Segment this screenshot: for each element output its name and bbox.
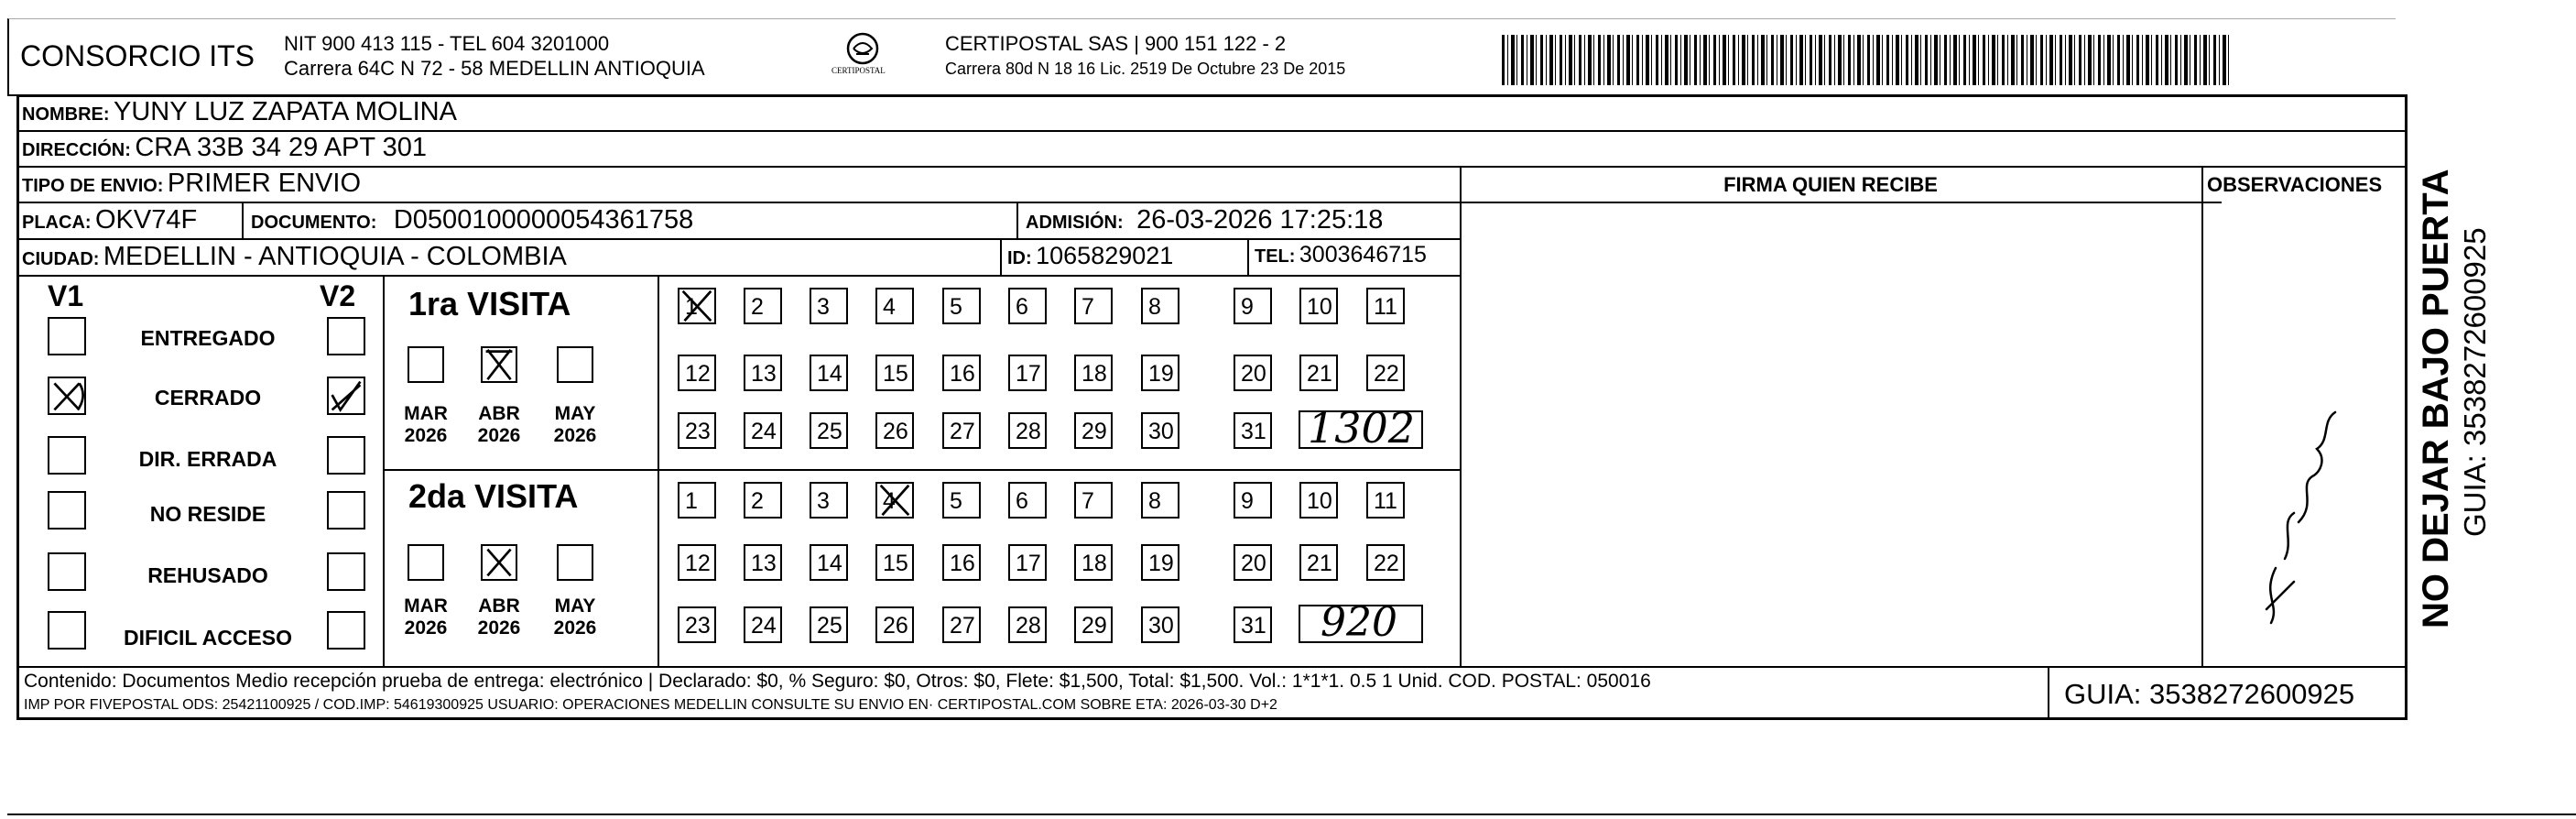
row-divider bbox=[16, 130, 2408, 132]
visit2-day-30[interactable]: 30 bbox=[1141, 606, 1179, 643]
visit1-day-13[interactable]: 13 bbox=[744, 355, 782, 391]
v1-cerrado-checkbox[interactable] bbox=[48, 377, 86, 415]
visit1-title: 1ra VISITA bbox=[408, 285, 571, 322]
placa-divider bbox=[242, 202, 244, 238]
check-mark-icon bbox=[483, 348, 516, 381]
company-address: Carrera 64C N 72 - 58 MEDELLIN ANTIOQUIA bbox=[284, 57, 705, 80]
visit1-day-14[interactable]: 14 bbox=[810, 355, 848, 391]
check-mark-icon bbox=[877, 484, 912, 517]
visit2-day-7[interactable]: 7 bbox=[1074, 482, 1113, 519]
admision-row bbox=[1026, 207, 1383, 234]
visit1-day-9[interactable]: 9 bbox=[1234, 288, 1272, 324]
visit1-day-22[interactable]: 22 bbox=[1366, 355, 1405, 391]
visit2-day-15[interactable]: 15 bbox=[875, 544, 914, 581]
visit2-day-3[interactable]: 3 bbox=[810, 482, 848, 519]
visit2-day-5[interactable]: 5 bbox=[942, 482, 981, 519]
status-label-rehusado: REHUSADO bbox=[147, 563, 268, 587]
company-name: CONSORCIO ITS bbox=[20, 39, 255, 72]
footer-guia: GUIA: 3538272600925 bbox=[2064, 678, 2355, 710]
tel-label: TEL: bbox=[1255, 246, 1296, 267]
barcode bbox=[1502, 35, 2230, 85]
visit1-month-may-label bbox=[543, 403, 607, 447]
month-name: MAR bbox=[404, 403, 448, 424]
v2-label: V2 bbox=[320, 279, 356, 312]
visit2-day-31[interactable]: 31 bbox=[1234, 606, 1272, 643]
visit1-day-23[interactable]: 23 bbox=[678, 412, 716, 449]
guia-divider bbox=[2048, 666, 2049, 720]
visit2-day-18[interactable]: 18 bbox=[1074, 544, 1113, 581]
visit1-day-15[interactable]: 15 bbox=[875, 355, 914, 391]
obs-right-border bbox=[2405, 166, 2407, 666]
v2-rehusado-checkbox[interactable] bbox=[327, 552, 365, 591]
visit1-handwritten-time: 1302 bbox=[1308, 403, 1416, 453]
placa-row bbox=[22, 207, 197, 234]
tel-value: 3003646715 bbox=[1299, 242, 1427, 268]
tipo-row bbox=[22, 170, 361, 197]
visit1-month-abr-label bbox=[467, 403, 531, 447]
visit2-day-24[interactable]: 24 bbox=[744, 606, 782, 643]
row-divider bbox=[16, 166, 2408, 168]
visit2-day-29[interactable]: 29 bbox=[1074, 606, 1113, 643]
visit2-handwritten-time: 920 bbox=[1321, 599, 1397, 646]
visit1-day-6[interactable]: 6 bbox=[1008, 288, 1047, 324]
visit2-day-2[interactable]: 2 bbox=[744, 482, 782, 519]
visit2-day-26[interactable]: 26 bbox=[875, 606, 914, 643]
placa-value: OKV74F bbox=[95, 205, 198, 235]
month-name: ABR bbox=[478, 403, 520, 424]
tel-row bbox=[1255, 244, 1427, 267]
admision-value: 26-03-2026 17:25:18 bbox=[1136, 205, 1384, 235]
status-label-no-reside: NO RESIDE bbox=[149, 502, 266, 526]
certipostal-logo bbox=[829, 30, 897, 85]
visit1-day-29[interactable]: 29 bbox=[1074, 412, 1113, 449]
month-year: 2026 bbox=[404, 617, 448, 639]
visit2-day-13[interactable]: 13 bbox=[744, 544, 782, 581]
firma-header: FIRMA QUIEN RECIBE bbox=[1723, 173, 1938, 196]
ciudad-row bbox=[22, 244, 567, 270]
direccion-value: CRA 33B 34 29 APT 301 bbox=[135, 133, 428, 162]
tel-divider bbox=[1247, 238, 1249, 275]
contenido-text: Contenido: Documentos Medio recepción prueba de entrega: electrónico | Declarado: $0, % Seguro: $0, Otros: $0, Flete: $1,500, Total: $1,500. Vol.: 1*1*1. 0.5 1 Unid. COD. POSTAL: 050016 bbox=[24, 671, 1651, 692]
tipo-label: TIPO DE ENVIO: bbox=[22, 176, 164, 196]
visit1-month-may-checkbox[interactable] bbox=[557, 346, 593, 383]
visit1-day-31[interactable]: 31 bbox=[1234, 412, 1272, 449]
firma-left-border bbox=[1460, 166, 1462, 666]
visit1-day-28[interactable]: 28 bbox=[1008, 412, 1047, 449]
visit1-day-2[interactable]: 2 bbox=[744, 288, 782, 324]
v2-entregado-checkbox[interactable] bbox=[327, 317, 365, 355]
row-divider bbox=[16, 202, 2222, 203]
documento-value: D0500100000054361758 bbox=[393, 205, 694, 235]
v1-entregado-checkbox[interactable] bbox=[48, 317, 86, 355]
id-label: ID: bbox=[1007, 248, 1032, 268]
visit1-day-25[interactable]: 25 bbox=[810, 412, 848, 449]
row-divider bbox=[16, 238, 1460, 240]
visit2-month-may-checkbox[interactable] bbox=[557, 544, 593, 581]
visit1-month-mar-checkbox[interactable] bbox=[408, 346, 444, 383]
status-label-dificil-acceso: DIFICIL ACCESO bbox=[123, 626, 292, 650]
month-year: 2026 bbox=[477, 617, 521, 639]
visit2-day-6[interactable]: 6 bbox=[1008, 482, 1047, 519]
visit2-day-19[interactable]: 19 bbox=[1141, 544, 1179, 581]
visit2-day-28[interactable]: 28 bbox=[1008, 606, 1047, 643]
id-row bbox=[1007, 244, 1173, 268]
nombre-label: NOMBRE: bbox=[22, 104, 110, 125]
visit2-month-abr-checkbox[interactable] bbox=[481, 544, 517, 581]
direccion-row bbox=[22, 135, 427, 161]
row-divider bbox=[16, 275, 1460, 277]
visit2-day-11[interactable]: 11 bbox=[1366, 482, 1405, 519]
month-year: 2026 bbox=[553, 617, 597, 639]
nit-line: NIT 900 413 115 - TEL 604 3201000 bbox=[284, 32, 610, 55]
placa-label: PLACA: bbox=[22, 213, 92, 233]
tipo-value: PRIMER ENVIO bbox=[167, 169, 362, 198]
visit1-day-11[interactable]: 11 bbox=[1366, 288, 1405, 324]
imp-text: IMP POR FIVEPOSTAL ODS: 25421100925 / COD.IMP: 54619300925 USUARIO: OPERACIONES MEDELLIN CONSULTE SU ENVIO EN· CERTIPOSTAL.COM SOBRE ETA: 2026-03-30 D+2 bbox=[24, 697, 1277, 713]
v1-no-reside-checkbox[interactable] bbox=[48, 491, 86, 530]
visit1-day-10[interactable]: 10 bbox=[1299, 288, 1338, 324]
visit1-day-1[interactable]: 1 bbox=[678, 288, 716, 324]
v2-no-reside-checkbox[interactable] bbox=[327, 491, 365, 530]
admision-divider bbox=[1016, 202, 1018, 238]
handwritten-observation bbox=[2244, 385, 2363, 641]
id-divider bbox=[1000, 238, 1002, 275]
month-name: MAR bbox=[404, 595, 448, 617]
visit1-time-box bbox=[1299, 403, 1423, 453]
ciudad-label: CIUDAD: bbox=[22, 249, 100, 269]
observaciones-header: OBSERVACIONES bbox=[2207, 173, 2383, 196]
month-name: MAY bbox=[554, 403, 596, 424]
check-mark-icon bbox=[679, 289, 714, 322]
visit1-day-7[interactable]: 7 bbox=[1074, 288, 1113, 324]
visit2-month-may-label bbox=[543, 595, 607, 639]
visit2-day-20[interactable]: 20 bbox=[1234, 544, 1272, 581]
visit2-month-mar-checkbox[interactable] bbox=[408, 544, 444, 581]
month-year: 2026 bbox=[553, 425, 597, 447]
visit2-day-9[interactable]: 9 bbox=[1234, 482, 1272, 519]
side-guia: GUIA: 3538272600925 bbox=[2458, 227, 2492, 537]
month-year: 2026 bbox=[404, 425, 448, 447]
documento-label: DOCUMENTO: bbox=[251, 213, 377, 233]
visit1-month-mar-label bbox=[394, 403, 458, 447]
visit2-day-16[interactable]: 16 bbox=[942, 544, 981, 581]
v2-cerrado-checkbox[interactable] bbox=[327, 377, 365, 415]
visit1-day-16[interactable]: 16 bbox=[942, 355, 981, 391]
check-mark-icon bbox=[483, 546, 516, 579]
month-name: ABR bbox=[478, 595, 520, 617]
side-no-dejar: NO DEJAR BAJO PUERTA bbox=[2416, 169, 2456, 628]
visit1-day-3[interactable]: 3 bbox=[810, 288, 848, 324]
visit2-day-12[interactable]: 12 bbox=[678, 544, 716, 581]
month-name: MAY bbox=[554, 595, 596, 617]
v1-dir-errada-checkbox[interactable] bbox=[48, 436, 86, 475]
visit1-day-20[interactable]: 20 bbox=[1234, 355, 1272, 391]
visit2-time-box bbox=[1299, 599, 1423, 646]
direccion-label: DIRECCIÓN: bbox=[22, 140, 131, 160]
visit2-day-27[interactable]: 27 bbox=[942, 606, 981, 643]
bottom-border bbox=[7, 814, 2576, 815]
visit2-day-8[interactable]: 8 bbox=[1141, 482, 1179, 519]
documento-row bbox=[251, 207, 693, 234]
visit2-month-mar-label bbox=[394, 595, 458, 639]
v2-dificil-acceso-checkbox[interactable] bbox=[327, 611, 365, 650]
admision-label: ADMISIÓN: bbox=[1026, 213, 1124, 233]
visit2-day-4[interactable]: 4 bbox=[875, 482, 914, 519]
v1-label: V1 bbox=[48, 279, 84, 312]
visit1-day-30[interactable]: 30 bbox=[1141, 412, 1179, 449]
v1-dificil-acceso-checkbox[interactable] bbox=[48, 611, 86, 650]
obs-left-border bbox=[2201, 166, 2203, 666]
status-label-dir-errada: DIR. ERRADA bbox=[138, 447, 277, 471]
visit2-day-22[interactable]: 22 bbox=[1366, 544, 1405, 581]
visit1-month-abr-checkbox[interactable] bbox=[481, 346, 517, 383]
visit2-title: 2da VISITA bbox=[408, 477, 579, 515]
visit2-day-21[interactable]: 21 bbox=[1299, 544, 1338, 581]
check-mark-icon bbox=[329, 378, 364, 413]
visit1-day-8[interactable]: 8 bbox=[1141, 288, 1179, 324]
visit1-day-17[interactable]: 17 bbox=[1008, 355, 1047, 391]
visit1-day-24[interactable]: 24 bbox=[744, 412, 782, 449]
visit2-month-abr-label bbox=[467, 595, 531, 639]
visit2-day-23[interactable]: 23 bbox=[678, 606, 716, 643]
visit1-day-26[interactable]: 26 bbox=[875, 412, 914, 449]
v1-rehusado-checkbox[interactable] bbox=[48, 552, 86, 591]
certipostal-line: CERTIPOSTAL SAS | 900 151 122 - 2 bbox=[945, 32, 1287, 55]
visit1-day-18[interactable]: 18 bbox=[1074, 355, 1113, 391]
visit2-day-25[interactable]: 25 bbox=[810, 606, 848, 643]
status-label-entregado: ENTREGADO bbox=[140, 326, 276, 350]
certipostal-license: Carrera 80d N 18 16 Lic. 2519 De Octubre 23 De 2015 bbox=[945, 60, 1346, 78]
visit2-day-10[interactable]: 10 bbox=[1299, 482, 1338, 519]
visit-divider bbox=[383, 469, 1460, 471]
visit1-day-4[interactable]: 4 bbox=[875, 288, 914, 324]
check-mark-icon bbox=[49, 378, 84, 413]
month-year: 2026 bbox=[477, 425, 521, 447]
status-label-cerrado: CERRADO bbox=[154, 386, 262, 410]
visit1-day-19[interactable]: 19 bbox=[1141, 355, 1179, 391]
v2-dir-errada-checkbox[interactable] bbox=[327, 436, 365, 475]
visit2-day-14[interactable]: 14 bbox=[810, 544, 848, 581]
visit2-day-17[interactable]: 17 bbox=[1008, 544, 1047, 581]
visit1-day-5[interactable]: 5 bbox=[942, 288, 981, 324]
visit1-day-27[interactable]: 27 bbox=[942, 412, 981, 449]
id-value: 1065829021 bbox=[1036, 242, 1174, 269]
visit1-day-12[interactable]: 12 bbox=[678, 355, 716, 391]
nombre-row bbox=[22, 99, 457, 126]
nombre-value: YUNY LUZ ZAPATA MOLINA bbox=[114, 97, 457, 126]
logo-text: CERTIPOSTAL bbox=[831, 66, 886, 75]
visit2-day-1[interactable]: 1 bbox=[678, 482, 716, 519]
ciudad-value: MEDELLIN - ANTIOQUIA - COLOMBIA bbox=[103, 242, 567, 271]
visit1-day-21[interactable]: 21 bbox=[1299, 355, 1338, 391]
